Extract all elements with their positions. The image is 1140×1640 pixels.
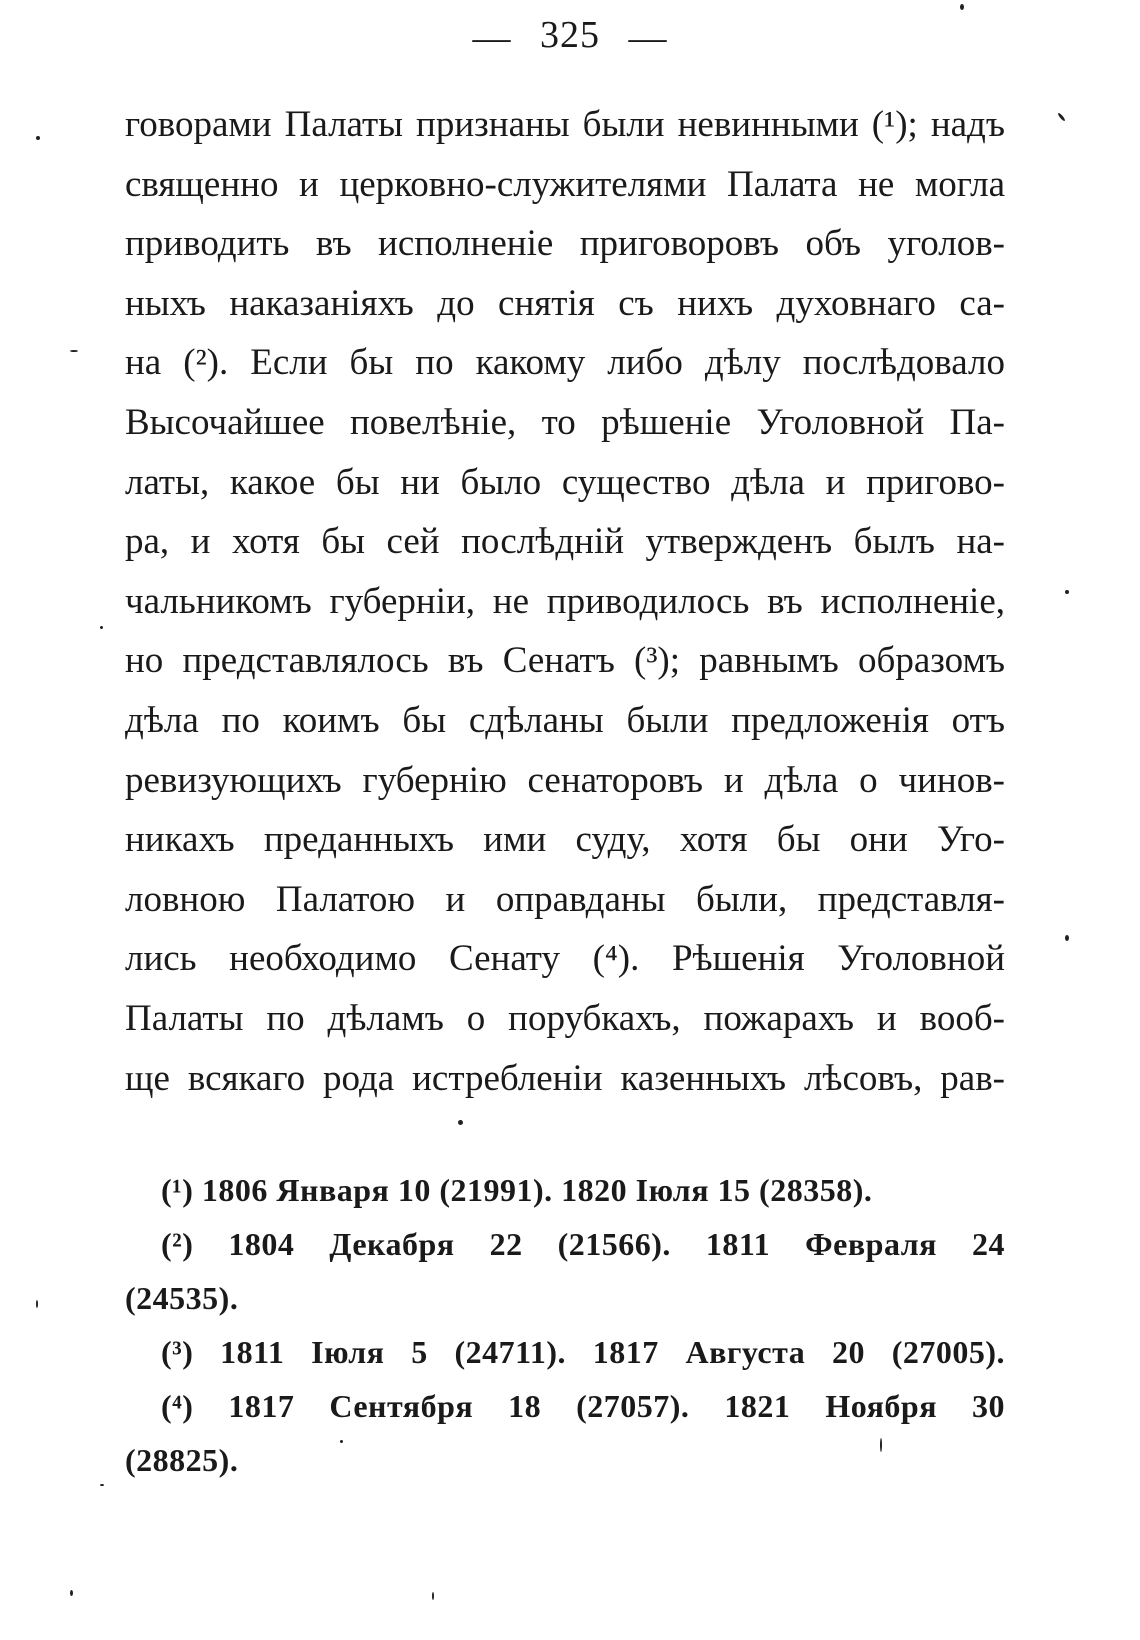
text-line: ра, и хотя бы сей послѣдній утвержденъ былъ на-: [125, 521, 1005, 563]
text-line: Высочайшее повелѣніе, то рѣшеніе Уголовной Па-: [125, 401, 1005, 443]
page-number: 325: [540, 14, 600, 56]
scan-speck: [340, 1440, 343, 1443]
scan-speck: [70, 1590, 73, 1596]
footnote-2: (²) 1804 Декабря 22 (21566). 1811 Февраля 24: [161, 1226, 1005, 1262]
text-line: ревизующихъ губернію сенаторовъ и дѣла о чинов-: [125, 759, 1005, 801]
scan-speck: [1065, 590, 1069, 594]
text-line: ныхъ наказаніяхъ до снятія съ нихъ духовнаго са-: [125, 282, 1005, 324]
scan-speck: [1057, 112, 1066, 122]
text-line: лись необходимо Сенату (⁴). Рѣшенія Уголовной: [125, 938, 1005, 980]
footnote-2-continued: (24535).: [125, 1280, 239, 1316]
footnote-4-continued: (28825).: [125, 1442, 239, 1478]
text-line: чальникомъ губерніи, не приводилось въ исполненіе,: [125, 580, 1005, 622]
text-line: никахъ преданныхъ ими суду, хотя бы они Уго-: [125, 819, 1005, 861]
page-header: [0, 12, 1140, 61]
text-line: но представлялось въ Сенатъ (³); равнымъ образомъ: [125, 640, 1005, 682]
text-line: говорами Палаты признаны были невинными (¹); надъ: [125, 104, 1005, 145]
header-left-dash: —: [472, 17, 512, 60]
scan-speck: [100, 1484, 104, 1486]
scan-speck: [880, 1438, 882, 1452]
scan-speck: [70, 350, 78, 352]
footnotes: [125, 1163, 1005, 1487]
scan-speck: [36, 136, 40, 140]
text-line: латы, какое бы ни было существо дѣла и пригово-: [125, 461, 1005, 503]
main-text: [125, 95, 1005, 1108]
footnote-4: (⁴) 1817 Сентября 18 (27057). 1821 Ноября 30: [161, 1388, 1005, 1424]
footnote-1: (¹) 1806 Января 10 (21991). 1820 Іюля 15 (28358).: [161, 1172, 873, 1208]
footnote-3: (³) 1811 Іюля 5 (24711). 1817 Августа 20 (27005).: [161, 1334, 1005, 1370]
text-line: священно и церковно-служителями Палата не могла: [125, 163, 1005, 205]
text-line: ловною Палатою и оправданы были, представля-: [125, 878, 1005, 920]
text-line: приводить въ исполненіе приговоровъ объ уголов-: [125, 223, 1005, 265]
text-line: Палаты по дѣламъ о порубкахъ, пожарахъ и вооб-: [125, 997, 1005, 1039]
text-line: на (²). Если бы по какому либо дѣлу послѣдовало: [125, 342, 1005, 384]
scan-speck: [960, 4, 964, 10]
scan-speck: [100, 626, 103, 629]
scan-speck: [36, 1300, 38, 1308]
text-line: дѣла по коимъ бы сдѣланы были предложенія отъ: [125, 699, 1005, 741]
scan-speck: [1065, 935, 1069, 941]
header-right-dash: —: [628, 17, 668, 60]
text-line: ще всякаго рода истребленіи казенныхъ лѣсовъ, рав-: [125, 1057, 1005, 1099]
scan-speck: [432, 1592, 434, 1600]
scan-speck: [458, 1120, 463, 1125]
